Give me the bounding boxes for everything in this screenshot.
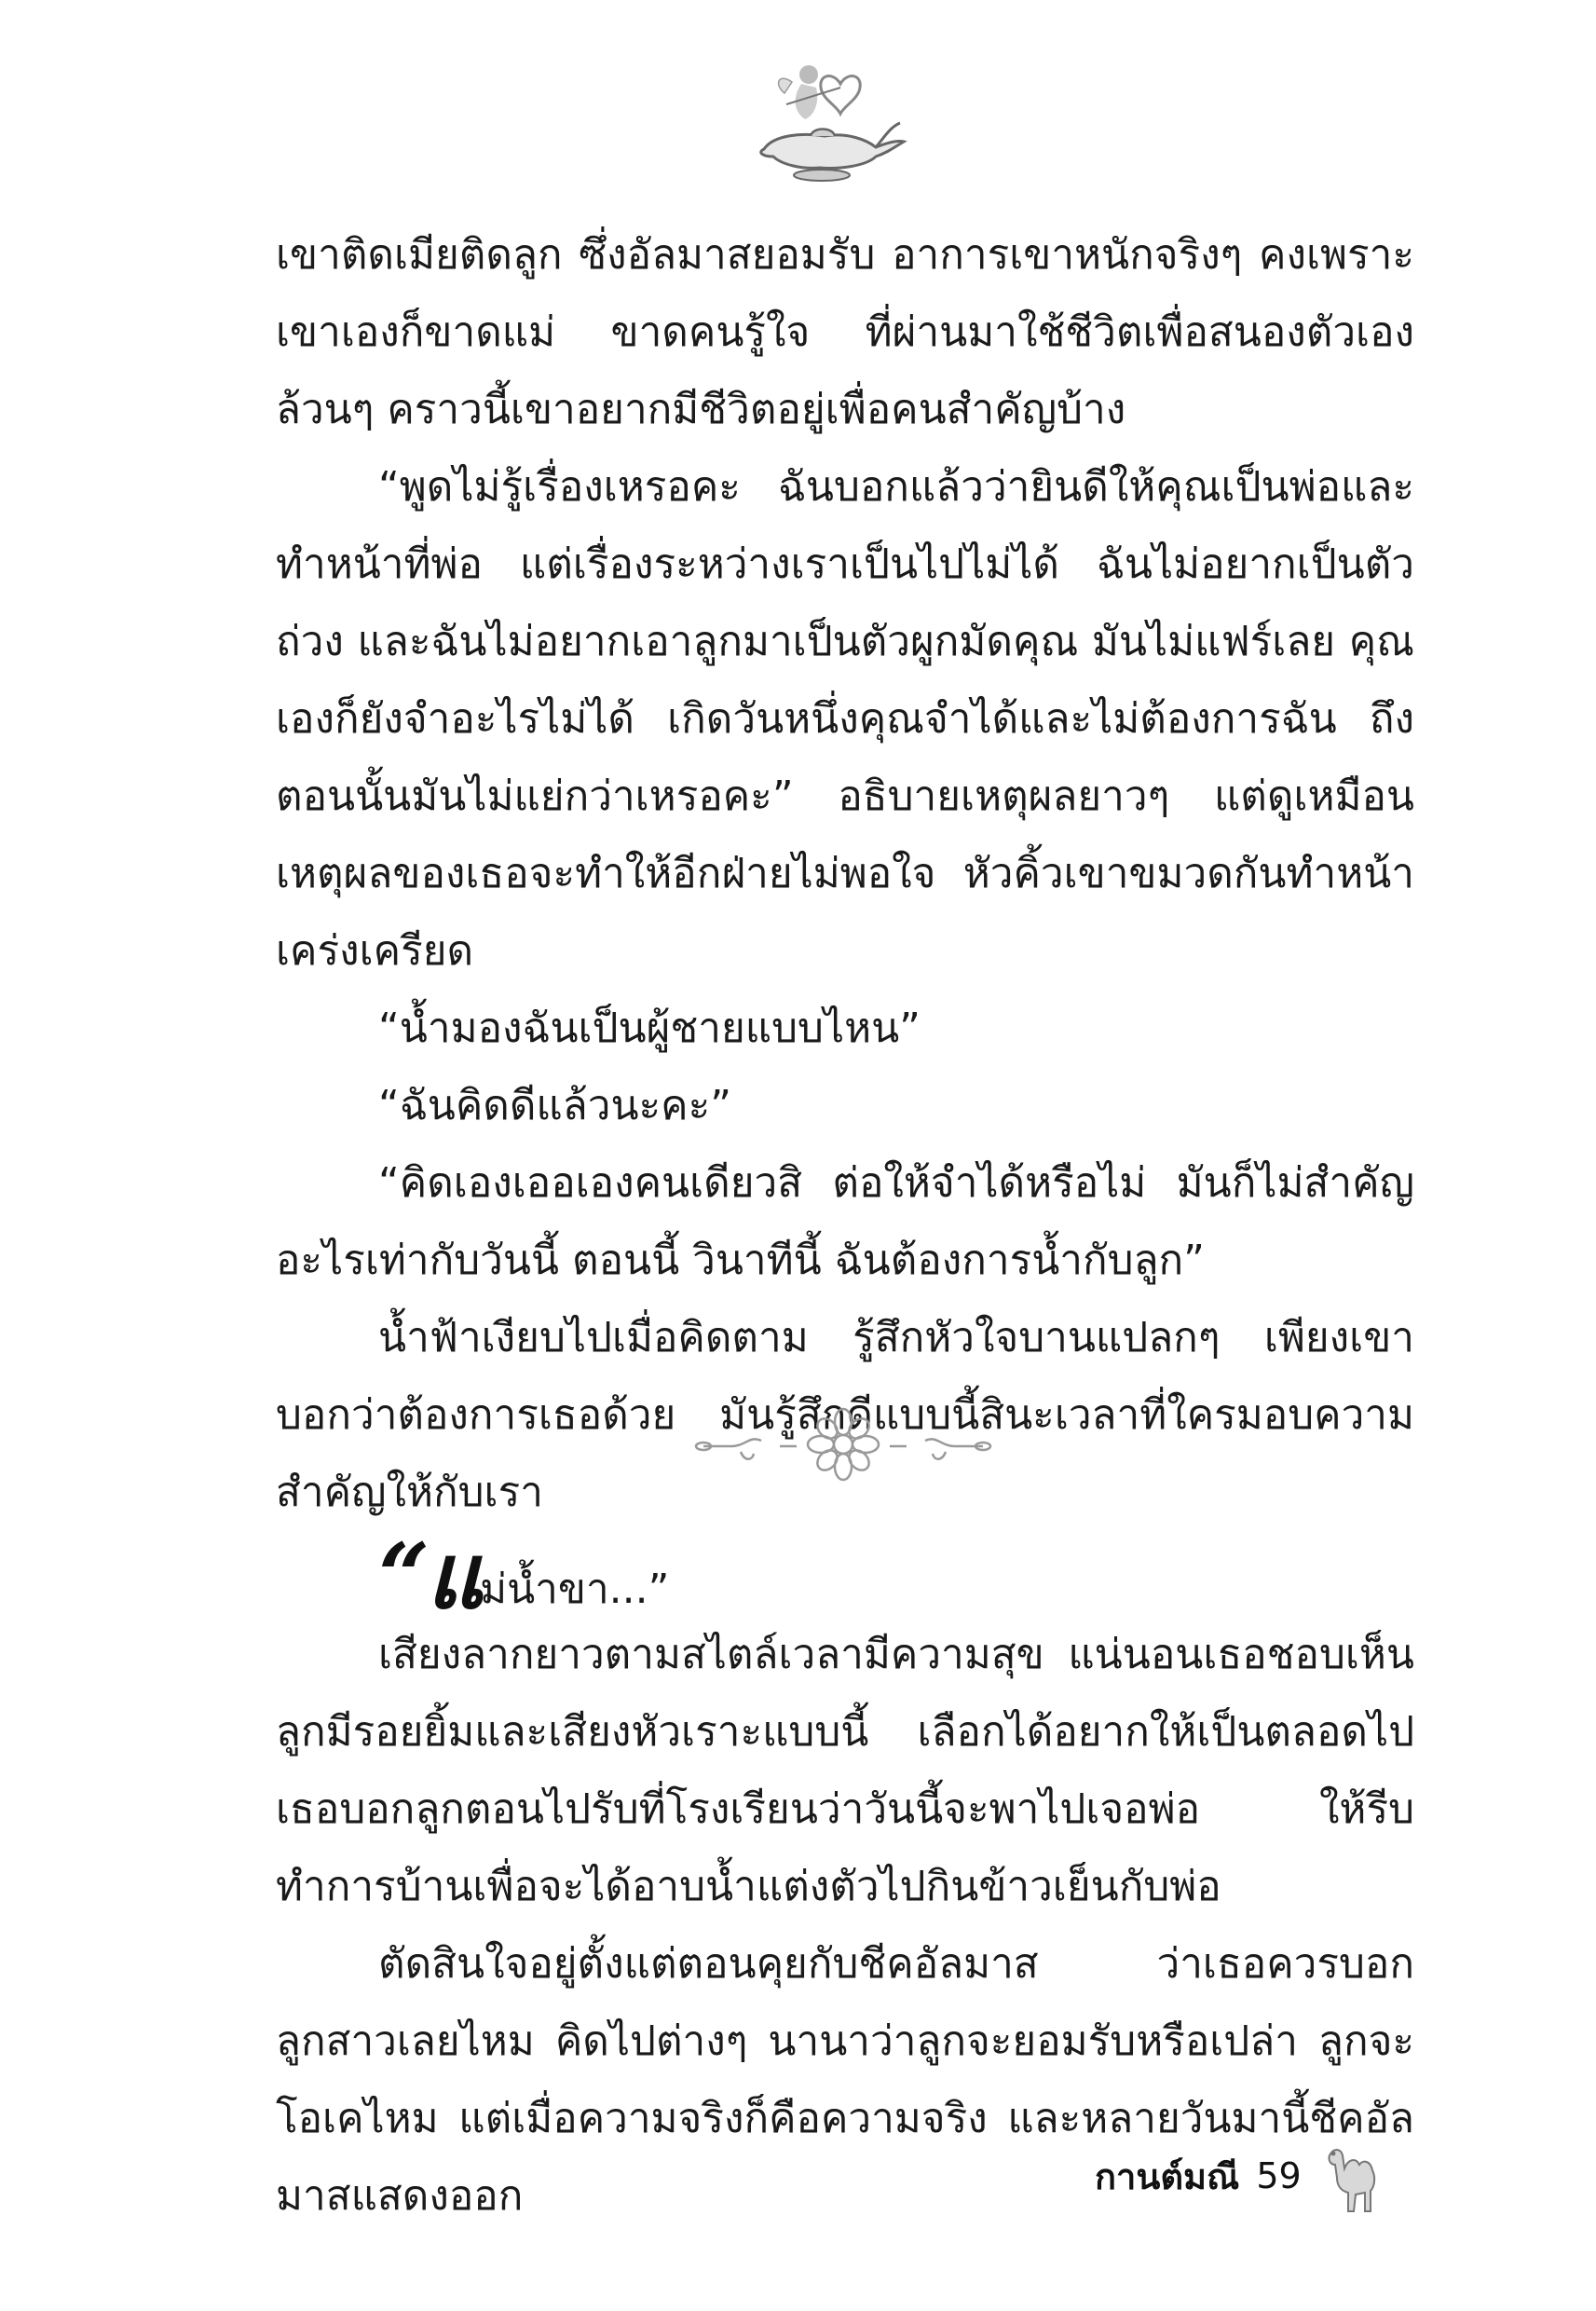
page-number: 59 [1256,2155,1302,2196]
camel-icon [1318,2137,1384,2215]
author-name: กานต์มณี [1095,2155,1240,2197]
drop-cap: “แ [378,1524,481,1629]
floral-divider-icon [694,1407,992,1482]
paragraph: “น้ำมองฉันเป็นผู้ชายแบบไหน” [378,1005,921,1052]
paragraph: ตัดสินใจอยู่ตั้งแต่ตอนคุยกับชีคอัลมาส ว่าเธอควรบอกลูกสาวเลยไหม คิดไปต่างๆ นานาว่าลูกจะยอมรับหรือเปล่า ลูกจะโอเคไหม แต่เมื่อความจริงก็คือความจริง และหลายวันมานี้ชีคอัลมาสแสดงออก [276,1940,1414,2220]
paragraph: น้ำฟ้าเงียบไปเมื่อคิดตาม รู้สึกหัวใจบานแปลกๆ เพียงเขาบอกว่าต้องการเธอด้วย มันรู้สึกดีแบบนี้สินะเวลาที่ใครมอบความสำคัญให้กับเรา [276,1314,1414,1516]
magic-lamp-with-cupid-icon [736,47,913,186]
paragraph: “คิดเองเออเองคนเดียวสิ ต่อให้จำได้หรือไม่ มันก็ไม่สำคัญอะไรเท่ากับวันนี้ ตอนนี้ วินาทีนี้ ฉันต้องการน้ำกับลูก” [276,1159,1414,1284]
page-footer [1095,2134,1384,2218]
paragraph: “ฉันคิดดีแล้วนะคะ” [378,1082,732,1129]
paragraph: “พูดไม่รู้เรื่องเหรอคะ ฉันบอกแล้วว่ายินดีให้คุณเป็นพ่อและทำหน้าที่พ่อ แต่เรื่องระหว่างเราเป็นไปไม่ได้ ฉันไม่อยากเป็นตัวถ่วง และฉันไม่อยากเอาลูกมาเป็นตัวผูกมัดคุณ มันไม่แฟร์เลย คุณเองก็ยังจำอะไรไม่ได้ เกิดวันหนึ่งคุณจำได้และไม่ต้องการฉัน ถึงตอนนั้นมันไม่แย่กว่าเหรอคะ” อธิบายเหตุผลยาวๆ แต่ดูเหมือนเหตุผลของเธอจะทำให้อีกฝ่ายไม่พอใจ หัวคิ้วเขาขมวดกันทำหน้าเคร่งเครียด [276,463,1414,975]
paragraph: เขาติดเมียติดลูก ซึ่งอัลมาสยอมรับ อาการเขาหนักจริงๆ คงเพราะเขาเองก็ขาดแม่ ขาดคนรู้ใจ ที่ผ่านมาใช้ชีวิตเพื่อสนองตัวเองล้วนๆ คราวนี้เขาอยากมีชีวิตอยู่เพื่อคนสำคัญบ้าง [276,231,1414,433]
paragraph: เสียงลากยาวตามสไตล์เวลามีความสุข แน่นอนเธอชอบเห็นลูกมีรอยยิ้มและเสียงหัวเราะแบบนี้ เลือกได้อยากให้เป็นตลอดไป เธอบอกลูกตอนไปรับที่โรงเรียนว่าวันนี้จะพาไปเจอพ่อ ให้รีบทำการบ้านเพื่อจะได้อาบน้ำแต่งตัวไปกินข้าวเย็นกับพ่อ [276,1631,1414,1910]
opening-line-text: ม่น้ำขา...” [480,1566,670,1613]
section-1-text [276,216,1414,1531]
section-2-opening-line [378,1524,670,1629]
